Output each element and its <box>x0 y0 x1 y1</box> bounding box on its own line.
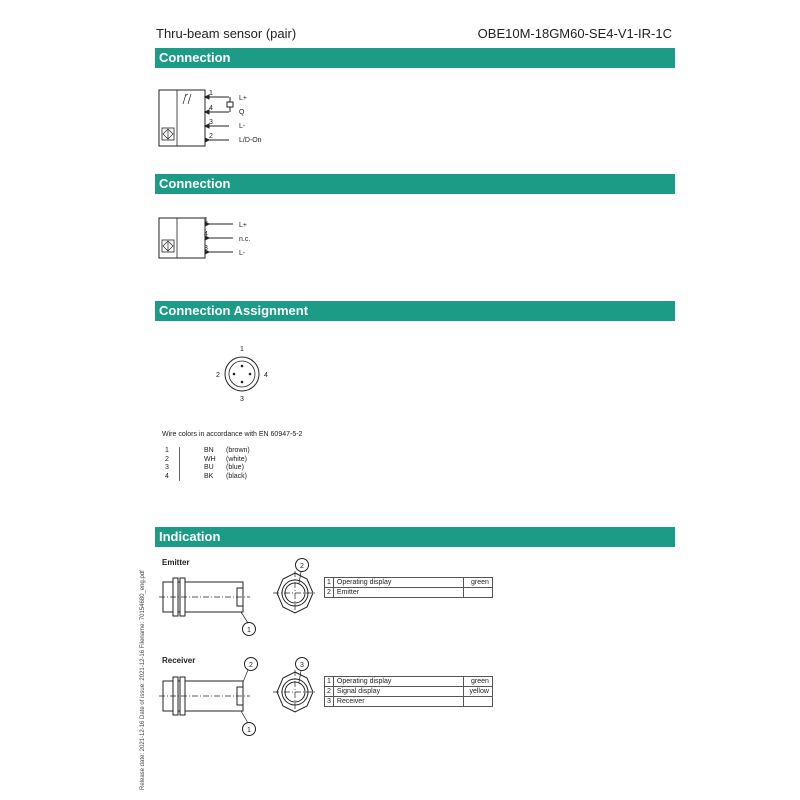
wire-color: (blue) <box>226 464 244 471</box>
row-value <box>463 697 492 707</box>
connection-diagram-emitter <box>155 210 285 262</box>
wire-code: BN <box>204 447 214 454</box>
release-info-sidebar: Release date: 2021-12-16 Date of issue: 2021-12-16 Filename: 70154680_eng.pdf <box>140 570 146 790</box>
signal-label-l-minus: L- <box>239 123 246 130</box>
model-number: OBE10M-18GM60-SE4-V1-IR-1C <box>477 26 672 41</box>
row-description: Emitter <box>333 588 463 598</box>
wire-pin: 1 <box>165 447 169 454</box>
pin-label-1: 1 <box>209 90 213 97</box>
pin-label-4: 4 <box>204 231 208 238</box>
section-header-connection-1: Connection <box>155 48 675 68</box>
table-row <box>165 447 250 456</box>
section-header-connection-2: Connection <box>155 174 675 194</box>
table-row <box>165 473 250 482</box>
document-title: Thru-beam sensor (pair) <box>156 26 297 41</box>
connector-pin-4: 4 <box>264 372 268 379</box>
row-number: 1 <box>325 578 334 588</box>
pin-label-4: 4 <box>209 105 213 112</box>
wire-code: BK <box>204 472 214 480</box>
wire-code: BU <box>204 464 214 471</box>
table-row <box>325 588 493 598</box>
receiver-title: Receiver <box>162 656 196 665</box>
section-header-connection-assignment: Connection Assignment <box>155 301 675 321</box>
wire-color: (brown) <box>226 447 250 454</box>
row-number: 2 <box>325 588 334 598</box>
signal-label-q: Q <box>239 109 245 116</box>
row-value: green <box>463 677 492 687</box>
table-row <box>325 677 493 687</box>
wire-pin: 3 <box>165 464 169 471</box>
signal-label-l-plus: L+ <box>239 95 247 102</box>
receiver-drawing <box>155 652 320 740</box>
connector-pin-1: 1 <box>240 346 244 353</box>
wire-pin: 2 <box>165 455 169 463</box>
table-row <box>325 687 493 697</box>
emitter-title: Emitter <box>162 558 190 567</box>
wire-code: WH <box>204 455 216 463</box>
signal-label-l-minus: L- <box>239 250 246 257</box>
signal-label-l-plus: L+ <box>239 222 247 229</box>
table-row <box>325 697 493 707</box>
signal-label-ld-on: L/D-On <box>239 137 262 144</box>
row-value: yellow <box>463 687 492 697</box>
connector-pin-3: 3 <box>240 396 244 403</box>
wire-pin: 4 <box>165 472 169 480</box>
receiver-callout-3: 3 <box>300 662 304 669</box>
wire-color-table <box>165 447 250 481</box>
row-value <box>463 588 492 598</box>
emitter-callout-1: 1 <box>247 627 251 634</box>
emitter-callout-2: 2 <box>300 563 304 570</box>
pin-label-3: 3 <box>204 245 208 252</box>
row-number: 2 <box>325 687 334 697</box>
table-row <box>165 464 250 473</box>
row-description: Signal display <box>333 687 463 697</box>
row-description: Receiver <box>333 697 463 707</box>
row-value: green <box>463 578 492 588</box>
pin-label-1: 1 <box>204 217 208 224</box>
receiver-callout-2: 2 <box>249 662 253 669</box>
row-number: 1 <box>325 677 334 687</box>
section-header-indication: Indication <box>155 527 675 547</box>
connector-pinout <box>210 342 276 404</box>
emitter-indication-table <box>324 577 493 598</box>
wire-colors-note: Wire colors in accordance with EN 60947-5-2 <box>162 431 303 438</box>
row-number: 3 <box>325 697 334 707</box>
wire-color: (white) <box>226 455 248 463</box>
receiver-callout-1: 1 <box>247 727 251 734</box>
row-description: Operating display <box>333 677 463 687</box>
emitter-drawing <box>155 555 320 640</box>
pin-label-2: 2 <box>209 133 213 140</box>
connector-pin-2: 2 <box>216 372 220 379</box>
row-description: Operating display <box>333 578 463 588</box>
connection-diagram-receiver <box>155 82 285 154</box>
receiver-indication-table <box>324 676 493 707</box>
signal-label-nc: n.c. <box>239 236 251 243</box>
wire-color: (black) <box>226 472 248 480</box>
table-row <box>165 456 250 465</box>
table-row <box>325 578 493 588</box>
pin-label-3: 3 <box>209 119 213 126</box>
